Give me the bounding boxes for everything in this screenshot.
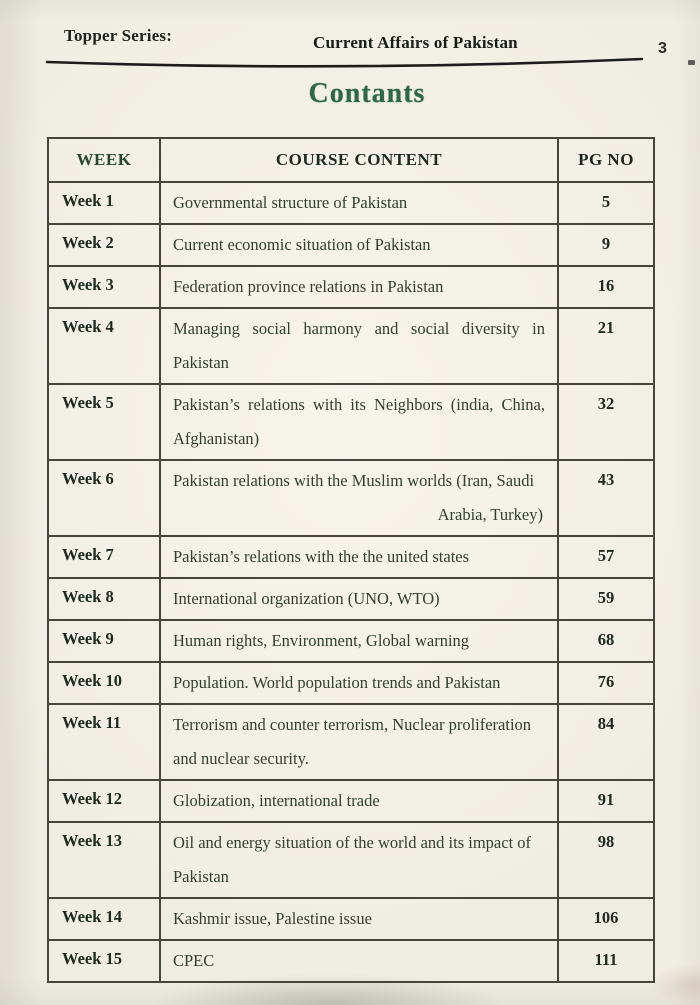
page-cell: 9 bbox=[558, 224, 654, 266]
content-line: Human rights, Environment, Global warning bbox=[173, 631, 470, 650]
week-cell: Week 2 bbox=[48, 224, 160, 266]
content-cell bbox=[160, 704, 558, 780]
page-cell: 57 bbox=[558, 536, 654, 578]
week-cell: Week 13 bbox=[48, 822, 160, 898]
content-line: Globization, international trade bbox=[173, 791, 380, 810]
content-line: Oil and energy situation of the world and its impact of bbox=[173, 833, 532, 852]
content-cell bbox=[160, 182, 558, 224]
content-line: CPEC bbox=[173, 951, 215, 970]
content-cell bbox=[160, 620, 558, 662]
header-rule bbox=[44, 52, 648, 76]
table-row bbox=[48, 940, 654, 982]
content-cell bbox=[160, 780, 558, 822]
page-title: Contants bbox=[308, 78, 426, 109]
content-line: and nuclear security. bbox=[173, 749, 309, 768]
content-cell bbox=[160, 898, 558, 940]
contents-table-header bbox=[48, 138, 654, 182]
page-column-header: PG NO bbox=[558, 138, 654, 182]
content-cell bbox=[160, 460, 558, 536]
table-row bbox=[48, 620, 654, 662]
content-cell bbox=[160, 578, 558, 620]
content-line: Pakistan’s relations with its Neighbors (india, China, bbox=[173, 395, 545, 414]
week-cell: Week 10 bbox=[48, 662, 160, 704]
content-line: Pakistan bbox=[173, 353, 229, 372]
table-row bbox=[48, 536, 654, 578]
series-label: Topper Series: bbox=[64, 26, 173, 45]
scan-artifact bbox=[688, 60, 695, 65]
content-cell bbox=[160, 536, 558, 578]
table-row bbox=[48, 898, 654, 940]
content-cell bbox=[160, 224, 558, 266]
week-cell: Week 9 bbox=[48, 620, 160, 662]
page-cell: 59 bbox=[558, 578, 654, 620]
page-cell: 21 bbox=[558, 308, 654, 384]
content-cell bbox=[160, 940, 558, 982]
table-row bbox=[48, 822, 654, 898]
content-cell bbox=[160, 384, 558, 460]
week-cell: Week 14 bbox=[48, 898, 160, 940]
header-row bbox=[48, 138, 654, 182]
contents-table bbox=[47, 137, 655, 983]
page-cell: 98 bbox=[558, 822, 654, 898]
page-cell: 111 bbox=[558, 940, 654, 982]
table-row bbox=[48, 662, 654, 704]
week-cell: Week 12 bbox=[48, 780, 160, 822]
week-cell: Week 8 bbox=[48, 578, 160, 620]
content-cell bbox=[160, 822, 558, 898]
content-line: Pakistan’s relations with the the united states bbox=[173, 547, 470, 566]
page-cell: 43 bbox=[558, 460, 654, 536]
page-cell: 91 bbox=[558, 780, 654, 822]
table-row bbox=[48, 780, 654, 822]
table-row bbox=[48, 308, 654, 384]
content-line: Governmental structure of Pakistan bbox=[173, 193, 408, 212]
table-row bbox=[48, 182, 654, 224]
week-cell: Week 4 bbox=[48, 308, 160, 384]
content-line: Afghanistan) bbox=[173, 429, 260, 448]
page-cell: 32 bbox=[558, 384, 654, 460]
page-number: 3 bbox=[658, 40, 667, 57]
content-column-header: COURSE CONTENT bbox=[160, 138, 558, 182]
content-line: Population. World population trends and Pakistan bbox=[173, 673, 501, 692]
week-cell: Week 1 bbox=[48, 182, 160, 224]
content-line: Terrorism and counter terrorism, Nuclear proliferation bbox=[173, 715, 532, 734]
week-cell: Week 6 bbox=[48, 460, 160, 536]
week-cell: Week 11 bbox=[48, 704, 160, 780]
content-line: Pakistan relations with the Muslim worlds (Iran, Saudi bbox=[173, 471, 535, 490]
table-row bbox=[48, 384, 654, 460]
table-row bbox=[48, 266, 654, 308]
table-row bbox=[48, 460, 654, 536]
page-cell: 84 bbox=[558, 704, 654, 780]
page-cell: 76 bbox=[558, 662, 654, 704]
content-line: Pakistan bbox=[173, 867, 229, 886]
content-cell bbox=[160, 308, 558, 384]
table-row bbox=[48, 578, 654, 620]
week-cell: Week 3 bbox=[48, 266, 160, 308]
contents-table-body bbox=[48, 182, 654, 982]
week-column-header: WEEK bbox=[48, 138, 160, 182]
page-cell: 106 bbox=[558, 898, 654, 940]
page-cell: 5 bbox=[558, 182, 654, 224]
content-cell bbox=[160, 266, 558, 308]
content-line: Federation province relations in Pakistan bbox=[173, 277, 444, 296]
content-line: International organization (UNO, WTO) bbox=[173, 589, 440, 608]
table-row bbox=[48, 224, 654, 266]
content-line: Arabia, Turkey) bbox=[437, 505, 543, 524]
week-cell: Week 7 bbox=[48, 536, 160, 578]
book-title: Current Affairs of Pakistan bbox=[313, 33, 518, 52]
content-line: Managing social harmony and social diversity in bbox=[173, 319, 545, 338]
content-line: Kashmir issue, Palestine issue bbox=[173, 909, 372, 928]
content-line: Current economic situation of Pakistan bbox=[173, 235, 431, 254]
page-cell: 16 bbox=[558, 266, 654, 308]
week-cell: Week 5 bbox=[48, 384, 160, 460]
content-cell bbox=[160, 662, 558, 704]
week-cell: Week 15 bbox=[48, 940, 160, 982]
page-cell: 68 bbox=[558, 620, 654, 662]
table-row bbox=[48, 704, 654, 780]
